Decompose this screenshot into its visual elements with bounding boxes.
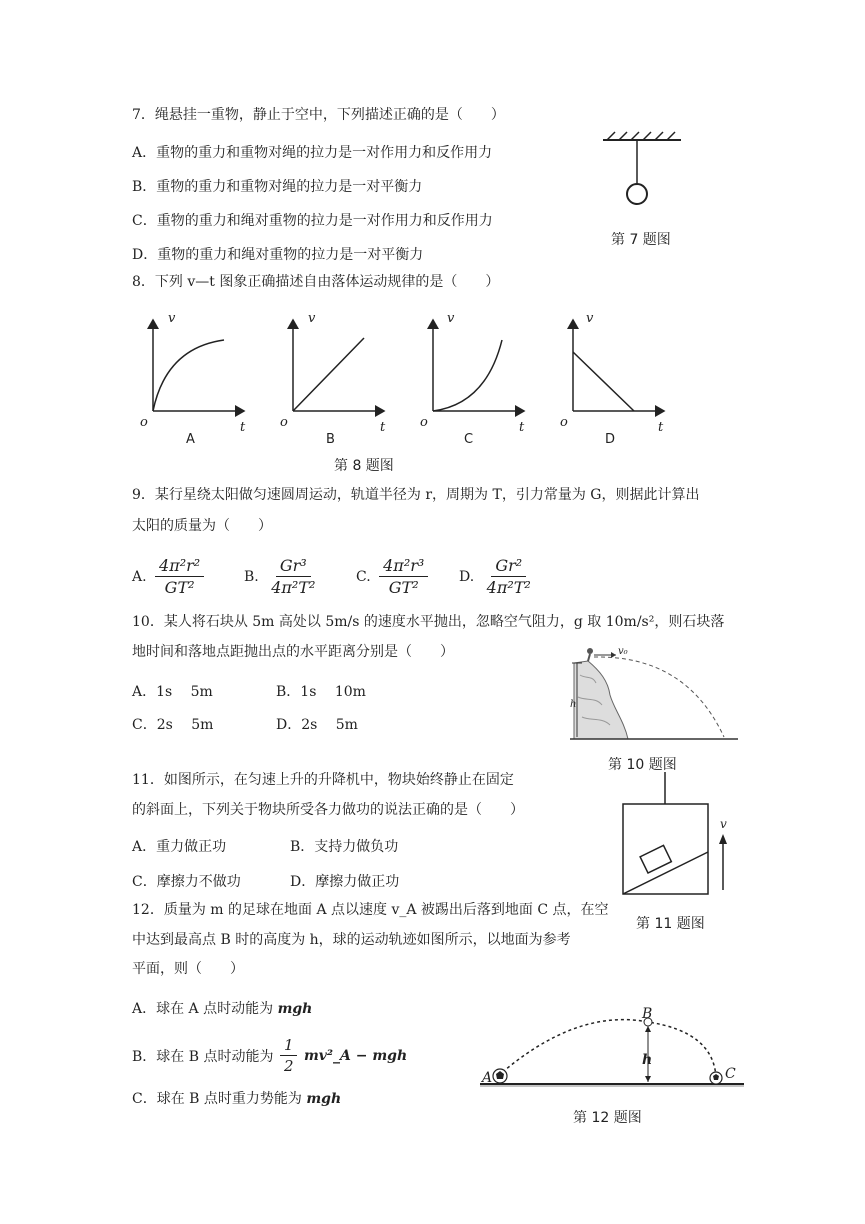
q11-option-b: B．支持力做负功 [290,839,399,855]
q8-a-letter: A [186,432,195,447]
q11-caption: 第 11 题图 [636,916,705,932]
q9-stem-line2: 太阳的质量为（ ） [132,518,272,534]
q12-option-a: A．球在 A 点时动能为 mgh [132,1001,313,1017]
q8-d-o-label: o [560,415,568,430]
q8-a-t-label: t [240,420,246,435]
q12-stem-line2: 中达到最高点 B 时的高度为 h，球的运动轨迹如图所示，以地面为参考 [132,932,571,948]
q12-football-trajectory-figure [476,1002,748,1094]
q11-option-d: D．摩擦力做正功 [290,874,400,890]
q9-option-c: C. $\frac{\text{4π²r³}}{\text{GT²}}$ [356,556,432,597]
q12-option-b: B．球在 B 点时动能为 $\frac{1}{2}$ mv²_A − mgh [132,1036,408,1075]
q8-graph-d [560,311,664,447]
q11-option-c: C．摩擦力不做功 [132,874,241,890]
q9-option-a: A. $\frac{\text{4π²r²}}{\text{GT²}}$ [132,556,208,597]
q8-d-letter: D [605,432,616,447]
q8-b-letter: B [326,432,335,447]
q8-stem: 8．下列 v—t 图象正确描述自由落体运动规律的是（ ） [132,274,500,290]
q8-c-o-label: o [420,415,428,430]
q12-option-c: C．球在 B 点时重力势能为 mgh [132,1091,342,1107]
q12-a-label: A [482,1070,493,1086]
q12-caption: 第 12 题图 [573,1110,642,1126]
q8-caption: 第 8 题图 [334,458,394,474]
q8-a-o-label: o [140,415,148,430]
q8-d-t-label: t [658,420,664,435]
q7-caption: 第 7 题图 [611,232,671,248]
q10-option-d: D．2s 5m [276,717,358,733]
q10-option-c: C．2s 5m [132,717,214,733]
q8-a-v-label: v [168,311,176,326]
q12-b-label: B [642,1006,653,1022]
q9-option-d: D. $\frac{\text{Gr²}}{\text{4π²T²}}$ [459,556,531,597]
q9-stem-line1: 9．某行星绕太阳做匀速圆周运动，轨道半径为 r，周期为 T，引力常量为 G，则据此计算出 [132,487,700,503]
q10-option-a: A．1s 5m [132,684,213,700]
q7-stem: 7．绳悬挂一重物，静止于空中，下列描述正确的是（ ） [132,107,505,123]
q7-option-c: C．重物的重力和绳对重物的拉力是一对作用力和反作用力 [132,213,493,229]
q8-c-t-label: t [519,420,525,435]
q8-c-letter: C [464,432,474,447]
q12-stem-line1: 12．质量为 m 的足球在地面 A 点以速度 v_A 被踢出后落到地面 C 点，在空 [132,902,609,918]
q10-h-label: h [570,699,577,710]
q7-option-b: B．重物的重力和重物对绳的拉力是一对平衡力 [132,179,423,195]
q9-option-b: B. $\frac{\text{Gr³}}{\text{4π²T²}}$ [244,556,316,597]
q8-b-t-label: t [380,420,386,435]
q10-option-b: B．1s 10m [276,684,366,700]
q12-h-label: h [642,1052,653,1068]
q11-elevator-figure [616,770,738,900]
q12-stem-line3: 平面，则（ ） [132,961,244,977]
q7-hanging-weight-figure [595,130,690,220]
q10-caption: 第 10 题图 [608,757,677,773]
q11-stem-line2: 的斜面上，下列关于物块所受各力做功的说法正确的是（ ） [132,802,524,818]
q8-c-v-label: v [447,311,455,326]
q8-d-v-label: v [586,311,594,326]
q11-stem-line1: 11．如图所示，在匀速上升的升降机中，物块始终静止在固定 [132,772,514,788]
q10-stem-line2: 地时间和落地点距抛出点的水平距离分别是（ ） [132,644,454,660]
q8-b-o-label: o [280,415,288,430]
q8-graph-a [140,311,246,447]
q7-option-a: A．重物的重力和重物对绳的拉力是一对作用力和反作用力 [132,145,493,161]
q10-stem-line1: 10．某人将石块从 5m 高处以 5m/s 的速度水平抛出，忽略空气阻力，g 取 10m/s²，则石块落 [132,614,725,630]
q7-option-d: D．重物的重力和绳对重物的拉力是一对平衡力 [132,247,424,263]
q10-cliff-projectile-figure [566,645,742,745]
q8-vt-graphs [136,308,676,448]
q11-v-label: v [720,817,727,831]
q12-c-label: C [725,1066,736,1082]
q8-graph-b [280,311,386,447]
q11-option-a: A．重力做正功 [132,839,227,855]
q10-v0-label: v₀ [618,646,628,657]
q8-graph-c [420,311,525,447]
q8-b-v-label: v [308,311,316,326]
